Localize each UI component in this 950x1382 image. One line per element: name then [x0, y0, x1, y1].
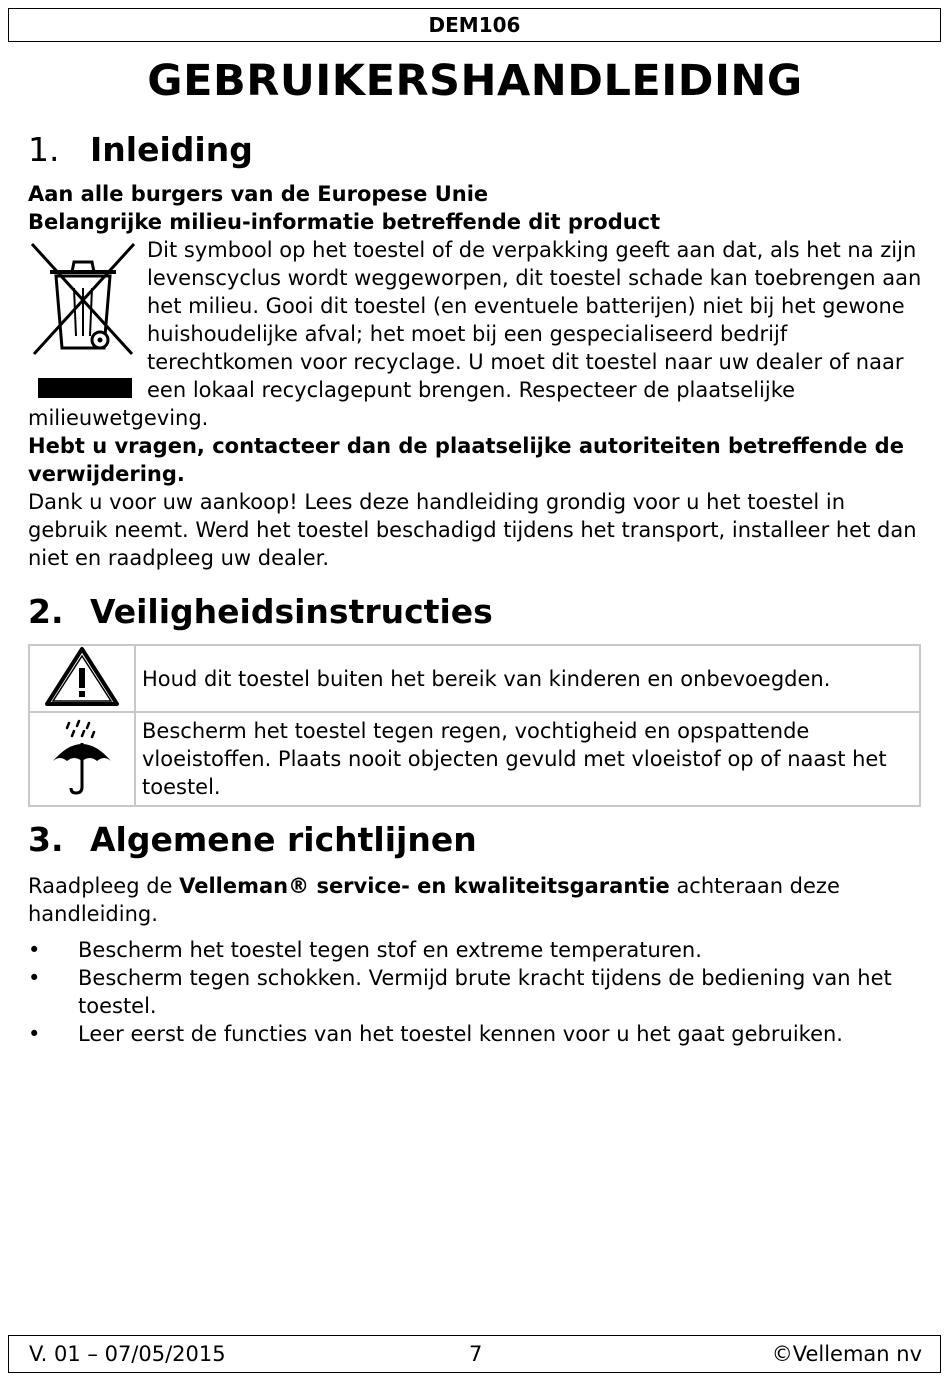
list-item: [28, 964, 908, 1020]
safety-icon-cell: [29, 645, 135, 712]
bullet-icon: •: [28, 966, 41, 990]
section-3-number: 3.: [28, 820, 64, 859]
safety-text-rain: Bescherm het toestel tegen regen, vochtigheid en opspattende vloeistoffen. Plaats nooit objecten gevuld met vloeistof op of naast het toestel.: [142, 719, 887, 799]
bullet-icon: •: [28, 938, 41, 962]
guidelines-list: [28, 936, 908, 1048]
section-2-heading: [28, 592, 493, 631]
footer-version: V. 01 – 07/05/2015: [29, 1342, 226, 1366]
bullet-icon: •: [28, 1022, 41, 1046]
umbrella-rain-icon: [47, 719, 117, 795]
environment-info-subheading: Belangrijke milieu-informatie betreffende dit product: [28, 210, 661, 234]
safety-text-cell: [135, 645, 920, 712]
list-item-text: Leer eerst de functies van het toestel kennen voor u het gaat gebruiken.: [78, 1022, 843, 1046]
safety-text-cell: [135, 712, 920, 806]
warranty-link-text: Velleman® service- en kwaliteitsgarantie: [179, 874, 670, 898]
weee-text: Dit symbool op het toestel of de verpakking geeft aan dat, als het na zijn levenscyclus wordt weggeworpen, dit toestel schade kan toebrengen aan het milieu. Gooi dit toestel (en eventuele batterijen) niet bij het gewone huishoudelijke afval; het moet bij een gespecialiseerd bedrijf terechtkomen voor recyclage. U moet dit toestel naar uw dealer of naar een lokaal recyclagepunt brengen. Respecteer de plaatselijke milieuwetgeving.: [28, 238, 922, 430]
eu-citizens-subheading: Aan alle burgers van de Europese Unie: [28, 182, 489, 206]
safety-table: [28, 644, 921, 807]
model-number: DEM106: [428, 13, 521, 37]
section-1-number: 1.: [28, 130, 60, 169]
warning-triangle-icon: [44, 646, 120, 706]
safety-text-children: Houd dit toestel buiten het bereik van kinderen en onbevoegden.: [142, 666, 831, 691]
list-item-text: Bescherm tegen schokken. Vermijd brute kracht tijdens de bediening van het toestel.: [78, 966, 892, 1018]
list-item: [28, 936, 908, 964]
weee-paragraph: [28, 236, 923, 432]
safety-icon-cell: [29, 712, 135, 806]
safety-row: [29, 645, 920, 712]
list-item-text: Bescherm het toestel tegen stof en extreme temperaturen.: [78, 938, 702, 962]
section-1-heading: [28, 130, 253, 169]
footer-copyright: ©Velleman nv: [771, 1342, 922, 1366]
warranty-post: achteraan deze handleiding.: [28, 874, 840, 926]
footer-page-number: 7: [469, 1342, 483, 1366]
section-1-title: Inleiding: [90, 130, 253, 169]
warranty-paragraph: [28, 872, 923, 928]
header-model-box: [8, 8, 941, 42]
section-2-number: 2.: [28, 592, 64, 631]
section-2-title: Veiligheidsinstructies: [90, 592, 493, 631]
disposal-note: Hebt u vragen, contacteer dan de plaatselijke autoriteiten betreffende de verwijdering.: [28, 434, 904, 486]
warranty-pre: Raadpleeg de: [28, 874, 180, 898]
thanks-paragraph: Dank u voor uw aankoop! Lees deze handleiding grondig voor u het toestel in gebruik neemt. Werd het toestel beschadigd tijdens het transport, installeer het dan niet en raadpleeg uw dealer.: [28, 490, 917, 570]
page-footer: [8, 1335, 941, 1373]
document-title: GEBRUIKERSHANDLEIDING: [147, 56, 803, 106]
list-item: [28, 1020, 908, 1048]
safety-row: [29, 712, 920, 806]
section-3-title: Algemene richtlijnen: [90, 820, 477, 859]
section-3-heading: [28, 820, 477, 859]
